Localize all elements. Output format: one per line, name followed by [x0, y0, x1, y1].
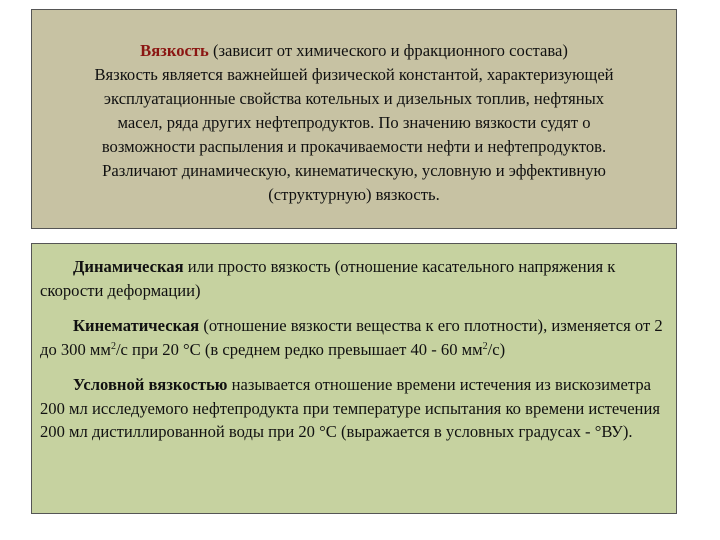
kinematic-viscosity-text-b: /с при 20 °С (в среднем редко превышает 40 - 60 мм — [115, 339, 483, 359]
kinematic-superscript-b: 2 — [482, 340, 488, 352]
overview-line-7: (структурную) вязкость. — [268, 185, 440, 204]
dynamic-viscosity-paragraph — [40, 255, 668, 302]
conditional-viscosity-text: называется отношение времени истечения из вискозиметра 200 мл исследуемого нефтепродукта при температуре испытания ко времени истечения 200 мл дистиллированной воды при 20 °С (выражается в условных градусах - °ВУ). — [40, 375, 660, 441]
overview-line-3: эксплуатационные свойства котельных и дизельных топлив, нефтяных — [103, 89, 605, 108]
overview-line-1-rest: (зависит от химического и фракционного состава) — [208, 41, 568, 60]
overview-line-4: масел, ряда других нефтепродуктов. По значению вязкости судят о — [117, 113, 591, 132]
kinematic-viscosity-term: Кинематическая — [73, 316, 200, 335]
conditional-viscosity-term: Условной вязкостью — [73, 375, 228, 394]
viscosity-types-box — [31, 243, 677, 514]
viscosity-overview-box — [31, 9, 677, 229]
dynamic-viscosity-term: Динамическая — [73, 257, 184, 276]
kinematic-viscosity-paragraph — [40, 314, 668, 361]
conditional-viscosity-paragraph — [40, 373, 668, 444]
overview-line-2: Вязкость является важнейшей физической константой, характеризующей — [94, 65, 614, 84]
overview-line-6: Различают динамическую, кинематическую, условную и эффективную — [102, 161, 606, 180]
dynamic-viscosity-text: или просто вязкость (отношение касательного напряжения к скорости деформации) — [40, 257, 616, 300]
overview-line-5: возможности распыления и прокачиваемости нефти и нефтепродуктов. — [101, 137, 607, 156]
kinematic-viscosity-text-a: (отношение вязкости вещества к его плотности), изменяется от 2 до 300 мм — [40, 316, 663, 359]
viscosity-term: Вязкость — [140, 41, 209, 60]
kinematic-viscosity-text-c: /с) — [487, 339, 506, 359]
kinematic-superscript-a: 2 — [110, 340, 116, 352]
